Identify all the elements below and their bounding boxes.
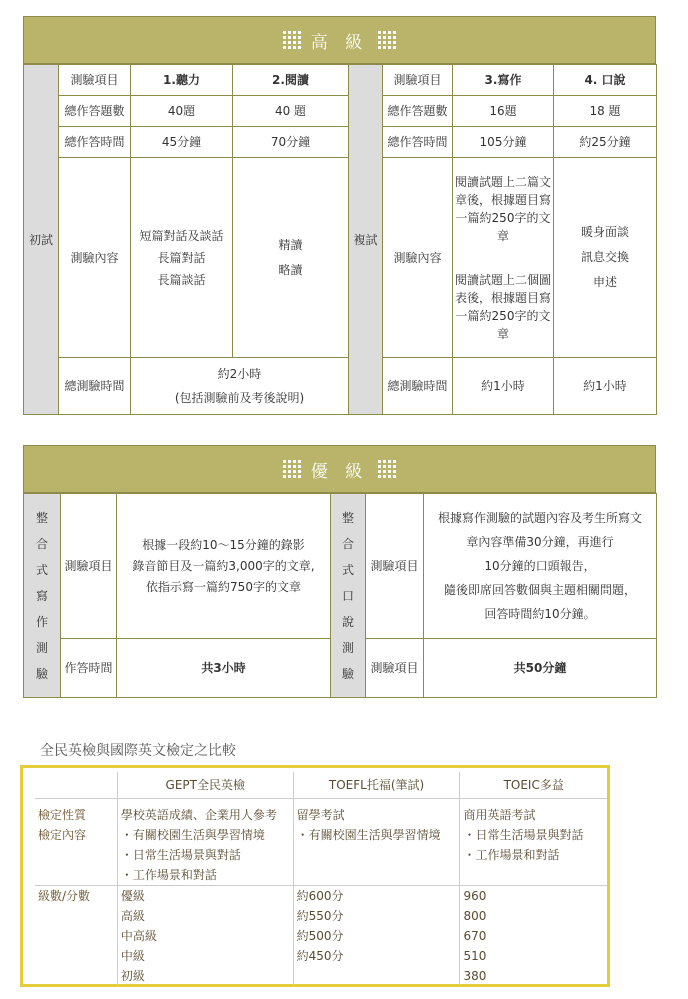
ornament-icon	[283, 31, 301, 49]
content-line: 一篇約250字的文	[455, 210, 551, 225]
desc-line: 10分鐘的口頭報告，	[484, 559, 596, 573]
content-line: 章	[496, 228, 509, 243]
side-char: 式	[341, 562, 354, 577]
side-char: 作	[35, 614, 48, 629]
comparison-title: 全民英檢與國際英文檢定之比較	[40, 743, 236, 759]
total-questions-label: 總作答題數	[383, 96, 453, 127]
reading-questions: 40 題	[233, 96, 349, 127]
desc-line: 隨後即席回答數個與主題相關問題，	[443, 583, 636, 597]
writing-questions: 16題	[453, 96, 554, 127]
content-line: ・有關校園生活與學習情境	[120, 827, 265, 842]
writing-exam-time: 約1小時	[453, 358, 554, 415]
writing-content	[453, 158, 554, 358]
writing-total-time: 共3小時	[117, 639, 331, 698]
content-line: 精讀	[278, 237, 303, 252]
toeic-header: TOEIC多益	[460, 772, 607, 799]
speaking-total-time: 共50分鐘	[424, 639, 657, 698]
level-line: 初級	[120, 968, 145, 983]
toeic-nature: 商用英語考試	[463, 807, 536, 822]
items-label: 測驗項目	[383, 65, 453, 96]
ornament-icon	[283, 460, 301, 478]
level-line: 中級	[120, 948, 145, 963]
writing-header: 3.寫作	[453, 65, 554, 96]
comparison-table	[35, 772, 607, 986]
desc-line: 回答時間約10分鐘。	[484, 607, 596, 621]
content-line: 訊息交換	[580, 250, 629, 264]
side-char: 測	[35, 640, 48, 655]
content-line: 短篇對話及談話	[139, 228, 224, 243]
desc-line: 根據一段約10～15分鐘的錄影	[142, 537, 305, 552]
level-line: 約450分	[296, 948, 344, 963]
content-line: 一篇約250字的文	[455, 308, 551, 323]
speaking-exam-time: 約1小時	[554, 358, 657, 415]
time-line: (包括測驗前及考後說明)	[174, 391, 305, 405]
advanced-banner	[23, 16, 656, 64]
side-char: 驗	[35, 666, 48, 681]
content-line: 申述	[592, 275, 617, 289]
reading-time: 70分鐘	[233, 127, 349, 158]
level-line: 380	[463, 968, 487, 983]
listening-header: 1.聽力	[131, 65, 233, 96]
speaking-description	[424, 494, 657, 639]
advanced-table	[23, 64, 657, 415]
speaking-time: 約25分鐘	[554, 127, 657, 158]
level-line: 中高級	[120, 928, 157, 943]
side-char: 測	[341, 640, 354, 655]
content-line: 略讀	[278, 262, 303, 277]
items-label: 測驗項目	[61, 494, 117, 639]
toeic-levels	[460, 885, 607, 986]
first-stage-label: 初試	[24, 65, 59, 415]
superior-banner	[23, 445, 656, 493]
content-line: 章	[496, 326, 509, 341]
side-char: 驗	[341, 666, 354, 681]
ornament-icon	[378, 460, 396, 478]
content-line: 長篇對話	[157, 250, 206, 265]
total-time-label: 總作答時間	[383, 127, 453, 158]
content-line: 表後，根據題目寫	[454, 290, 551, 305]
answer-time-label: 作答時間	[61, 639, 117, 698]
level-line: 510	[463, 948, 487, 963]
desc-line: 根據寫作測驗的試題內容及考生所寫文	[437, 511, 642, 525]
content-line: ・日常生活場景與對話	[120, 847, 241, 862]
level-line: 約550分	[296, 908, 344, 923]
second-stage-label: 複試	[349, 65, 383, 415]
side-char: 寫	[35, 588, 48, 603]
gept-nature: 學校英語成績、企業用人參考	[117, 805, 293, 825]
toefl-levels	[293, 885, 460, 986]
listening-content	[131, 158, 233, 358]
side-char: 合	[341, 536, 354, 551]
content-label: 測驗內容	[383, 158, 453, 358]
content-line: 閱讀試題上二個圖	[454, 272, 551, 287]
side-char: 合	[35, 536, 48, 551]
content-line: ・工作場景和對話	[120, 867, 217, 882]
total-questions-label: 總作答題數	[59, 96, 131, 127]
content-line: 暖身面談	[580, 225, 629, 239]
first-exam-time	[131, 358, 349, 415]
speaking-side-label	[331, 494, 366, 698]
writing-description	[117, 494, 331, 639]
side-char: 整	[341, 510, 354, 525]
side-char: 口	[341, 588, 354, 603]
gept-levels	[117, 885, 293, 986]
side-char: 說	[341, 614, 354, 629]
comparison-box	[20, 765, 610, 987]
content-line: 長篇談話	[157, 272, 206, 287]
level-line: 優級	[120, 888, 145, 903]
toefl-content	[293, 825, 460, 886]
toeic-content	[460, 825, 607, 886]
level-line: 670	[463, 928, 487, 943]
listening-questions: 40題	[131, 96, 233, 127]
content-label: 測驗內容	[59, 158, 131, 358]
level-line: 960	[463, 888, 487, 903]
gept-content	[117, 825, 293, 886]
time-line: 約2小時	[217, 367, 262, 381]
content-line: ・工作場景和對話	[463, 847, 560, 862]
ornament-icon	[378, 31, 396, 49]
level-line: 約500分	[296, 928, 344, 943]
corner-cell	[35, 772, 117, 799]
exam-time-label: 總測驗時間	[383, 358, 453, 415]
total-time-label: 總作答時間	[59, 127, 131, 158]
content-label: 檢定內容	[35, 825, 117, 886]
speaking-content	[554, 158, 657, 358]
level-line: 高級	[120, 908, 145, 923]
reading-content	[233, 158, 349, 358]
desc-line: 章內容準備30分鐘，再進行	[466, 535, 614, 549]
levels-label: 級數/分數	[35, 885, 117, 986]
side-char: 式	[35, 562, 48, 577]
exam-time-label: 總測驗時間	[59, 358, 131, 415]
side-char: 整	[35, 510, 48, 525]
items-label: 測驗項目	[366, 639, 424, 698]
toefl-nature: 留學考試	[293, 805, 460, 825]
content-line: 閱讀試題上二篇文	[454, 174, 551, 189]
speaking-questions: 18 題	[554, 96, 657, 127]
listening-time: 45分鐘	[131, 127, 233, 158]
content-line: ・有關校園生活與學習情境	[296, 827, 441, 842]
desc-line: 依指示寫一篇約750字的文章	[146, 579, 301, 594]
content-line: 章後，根據題目寫	[454, 192, 551, 207]
advanced-title: 高 級	[310, 32, 369, 53]
nature-label: 檢定性質	[35, 805, 117, 825]
items-label: 測驗項目	[59, 65, 131, 96]
superior-title: 優 級	[310, 461, 369, 482]
writing-side-label	[24, 494, 61, 698]
items-label: 測驗項目	[366, 494, 424, 639]
level-line: 約600分	[296, 888, 344, 903]
superior-table	[23, 493, 657, 698]
level-line: 800	[463, 908, 487, 923]
desc-line: 錄音節目及一篇約3,000字的文章,	[132, 558, 315, 573]
toefl-header: TOEFL托福(筆試)	[293, 772, 460, 799]
gept-header: GEPT全民英檢	[117, 772, 293, 799]
content-line: ・日常生活場景與對話	[463, 827, 584, 842]
speaking-header: 4. 口說	[554, 65, 657, 96]
writing-time: 105分鐘	[453, 127, 554, 158]
reading-header: 2.閱讀	[233, 65, 349, 96]
